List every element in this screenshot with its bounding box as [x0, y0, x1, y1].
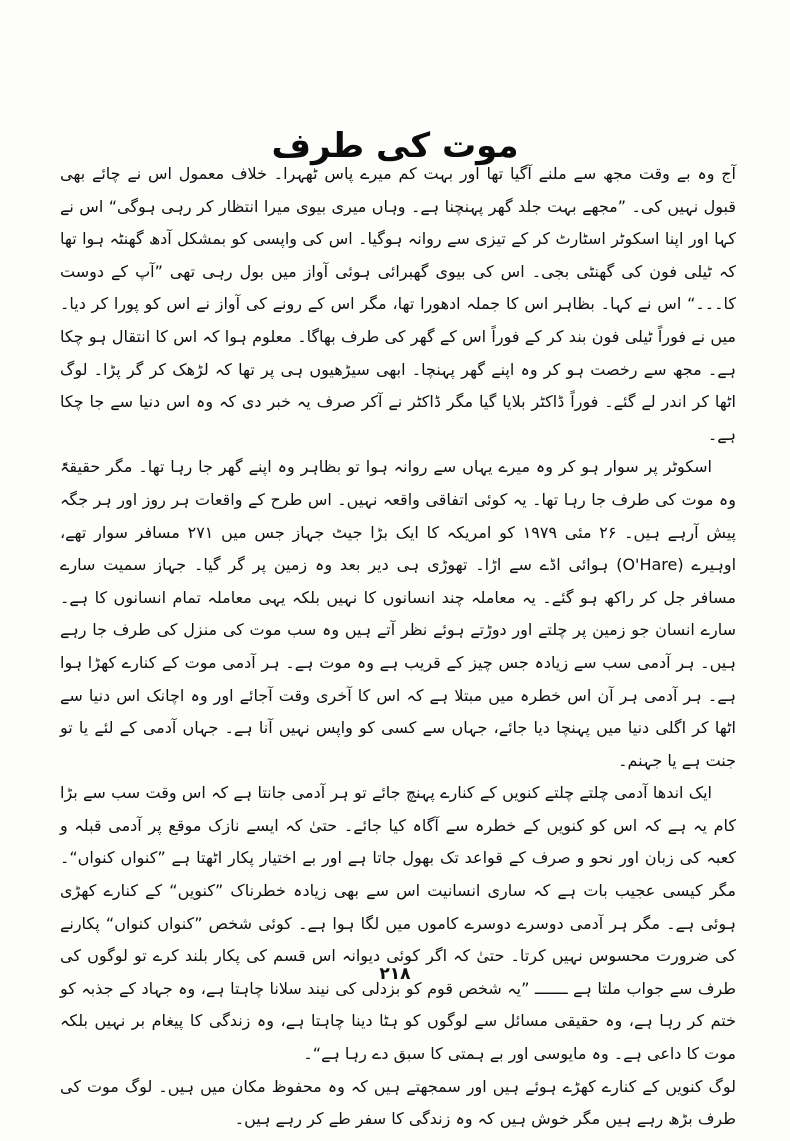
chapter-title: موت کی طرف: [271, 125, 519, 166]
page-number: ۲۱۸: [379, 964, 411, 984]
paragraph-1: آج وہ بے وقت مجھ سے ملنے آگیا تھا اور بہت کم میرے پاس ٹھہرا۔ خلاف معمول اس نے چائے بھی قبول نہیں کی۔ ”مجھے بہت جلد گھر پہنچنا ہے۔ وہاں میری بیوی میرا انتظار کر رہی ہوگی“ اس نے کہا اور اپنا اسکوٹر اسٹارٹ کر کے تیزی سے روانہ ہوگیا۔ اس کی واپسی کو بمشکل آدھ گھنٹہ ہوا تھا کہ ٹیلی فون کی گھنٹی بجی۔ اس کی بیوی گھبرائی ہوئی آواز میں بول رہی تھی ”آپ کے دوست کا۔۔۔“ اس نے کہا۔ بظاہر اس کا جملہ ادھورا تھا، مگر اس کے رونے کی آواز نے اس کو پورا کر دیا۔ میں نے فوراً ٹیلی فون بند کر کے فوراً اس کے گھر کی طرف بھاگا۔ معلوم ہوا کہ اس کا انتقال ہو چکا ہے۔ مجھ سے رخصت ہو کر وہ اپنے گھر پہنچا۔ ابھی سیڑھیوں ہی پر تھا کہ لڑھک کر گر پڑا۔ لوگ اٹھا کر اندر لے گئے۔ فوراً ڈاکٹر بلایا گیا مگر ڈاکٹر نے آکر صرف یہ خبر دی کہ وہ اس دنیا سے جا چکا ہے۔: [60, 164, 736, 444]
paragraph-3: ایک اندھا آدمی چلتے چلتے کنویں کے کنارے پہنچ جائے تو ہر آدمی جانتا ہے کہ اس وقت سب سے بڑا کام یہ ہے کہ اس کو کنویں کے خطرہ سے آگاہ کیا جائے۔ حتیٰ کہ ایسے نازک موقع پر آدمی قبلہ و کعبہ کی زبان اور نحو و صرف کے قواعد تک بھول جاتا ہے اور بے اختیار پکار اٹھتا ہے ”کنواں کنواں“۔ مگر کیسی عجیب بات ہے کہ ساری انسانیت اس سے بھی زیادہ خطرناک ”کنویں“ کے کنارے کھڑی ہوئی ہے۔ مگر ہر آدمی دوسرے دوسرے کاموں میں لگا ہوا ہے۔ کوئی شخص ”کنواں کنواں“ پکارنے کی ضرورت محسوس نہیں کرتا۔ حتیٰ کہ اگر کوئی دیوانہ اس قسم کی پکار بلند کرے تو لوگوں کی طرف سے جواب ملتا ہے ـــــــ ”یہ شخص قوم کو بزدلی کی نیند سلانا چاہتا ہے، وہ جہاد کے جذبہ کو ختم کر رہا ہے، وہ حقیقی مسائل سے لوگوں کو ہٹا دینا چاہتا ہے، وہ زندگی کا پیغام بر نہیں بلکہ موت کا داعی ہے۔ وہ مایوسی اور بے ہمتی کا سبق دے رہا ہے“۔: [60, 783, 736, 1064]
paragraph-4: لوگ کنویں کے کنارے کھڑے ہوئے ہیں اور سمجھتے ہیں کہ وہ محفوظ مکان میں ہیں۔ لوگ موت کی طرف بڑھ رہے ہیں مگر خوش ہیں کہ وہ زندگی کا سفر طے کر رہے ہیں۔: [60, 1076, 737, 1129]
paragraph-2: اسکوٹر پر سوار ہو کر وہ میرے یہاں سے روانہ ہوا تو بظاہر وہ اپنے گھر جا رہا تھا۔ مگر حقیقۃً وہ موت کی طرف جا رہا تھا۔ یہ کوئی اتفاقی واقعہ نہیں۔ اس طرح کے واقعات ہر روز اور ہر جگہ پیش آرہے ہیں۔ ۲۶ مئی ۱۹۷۹ کو امریکہ کا ایک بڑا جیٹ جہاز جس میں ۲۷۱ مسافر سوار تھے، اوہیرے (O'Hare) ہوائی اڈے سے اڑا۔ تھوڑی ہی دیر بعد وہ زمین پر گر گیا۔ جہاز سمیت سارے مسافر جل کر راکھ ہو گئے۔ یہ معاملہ چند انسانوں کا نہیں بلکہ یہی معاملہ تمام انسانوں کا ہے۔ سارے انسان جو زمین پر چلتے اور دوڑتے ہوئے نظر آتے ہیں وہ سب موت کی منزل کی طرف جا رہے ہیں۔ ہر آدمی سب سے زیادہ جس چیز کے قریب ہے وہ موت ہے۔ ہر آدمی موت کے کنارے کھڑا ہوا ہے۔ ہر آدمی ہر آن اس خطرہ میں مبتلا ہے کہ اس کا آخری وقت آجائے اور وہ اچانک اس دنیا سے اٹھا کر اگلی دنیا میں پہنچا دیا جائے، جہاں سے کسی کو واپس نہیں آنا ہے۔ جہاں آدمی کے لئے یا تو جنت ہے یا جہنم۔: [60, 457, 737, 770]
chapter-body: [60, 158, 736, 1136]
